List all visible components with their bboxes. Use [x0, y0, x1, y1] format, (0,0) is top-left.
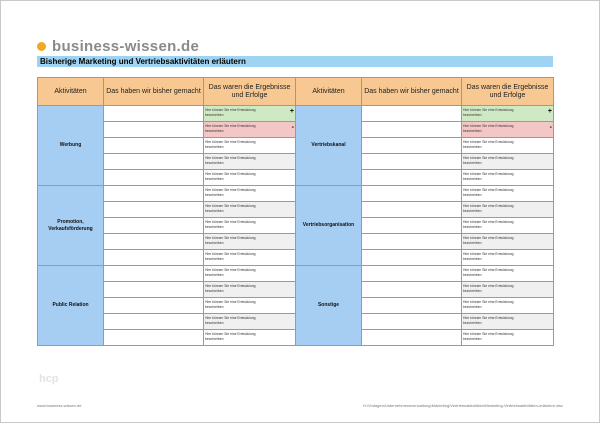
result-cell[interactable] — [462, 202, 554, 218]
result-cell[interactable] — [462, 250, 554, 266]
result-placeholder: Hier können Sie eine Entwicklung beschreiben — [205, 332, 256, 341]
result-cell[interactable] — [204, 298, 296, 314]
title-bar — [37, 56, 553, 67]
result-placeholder: Hier können Sie eine Entwicklung beschreiben — [205, 124, 256, 133]
header-activities: Aktivitäten — [296, 78, 362, 106]
activity-category: Promotion, Verkaufsförderung — [38, 186, 104, 266]
result-cell[interactable] — [462, 282, 554, 298]
result-cell[interactable] — [204, 314, 296, 330]
footer-left: www.business-wissen.de — [37, 403, 82, 408]
result-cell[interactable] — [462, 234, 554, 250]
done-cell[interactable] — [104, 170, 204, 186]
activity-category: Werbung — [38, 106, 104, 186]
result-cell[interactable] — [204, 330, 296, 346]
result-placeholder: Hier können Sie eine Entwicklung beschreiben — [205, 316, 256, 325]
brand-name: business-wissen.de — [52, 38, 200, 55]
header-done: Das haben wir bisher gemacht — [104, 78, 204, 106]
result-cell[interactable] — [204, 250, 296, 266]
table-row — [38, 106, 296, 122]
done-cell[interactable] — [362, 154, 462, 170]
result-cell[interactable] — [462, 154, 554, 170]
done-cell[interactable] — [362, 122, 462, 138]
result-placeholder: Hier können Sie eine Entwicklung beschreiben — [463, 172, 514, 181]
done-cell[interactable] — [362, 170, 462, 186]
done-cell[interactable] — [362, 314, 462, 330]
result-placeholder: Hier können Sie eine Entwicklung beschreiben — [205, 268, 256, 277]
result-placeholder: Hier können Sie eine Entwicklung beschreiben — [205, 300, 256, 309]
done-cell[interactable] — [362, 250, 462, 266]
table-row — [296, 106, 554, 122]
result-placeholder: Hier können Sie eine Entwicklung beschreiben — [463, 316, 514, 325]
result-cell[interactable] — [204, 154, 296, 170]
result-cell[interactable] — [462, 170, 554, 186]
result-cell[interactable] — [462, 266, 554, 282]
result-cell[interactable] — [462, 186, 554, 202]
result-placeholder: Hier können Sie eine Entwicklung beschreiben — [205, 172, 256, 181]
result-cell[interactable] — [204, 122, 296, 138]
result-placeholder: Hier können Sie eine Entwicklung beschreiben — [205, 252, 256, 261]
result-placeholder: Hier können Sie eine Entwicklung beschreiben — [463, 300, 514, 309]
result-cell[interactable] — [204, 282, 296, 298]
result-cell[interactable] — [462, 314, 554, 330]
result-cell[interactable] — [204, 234, 296, 250]
minus-sign: - — [549, 124, 552, 131]
result-cell[interactable] — [462, 106, 554, 122]
result-placeholder: Hier können Sie eine Entwicklung beschreiben — [463, 156, 514, 165]
plus-sign: + — [547, 108, 552, 115]
result-placeholder: Hier können Sie eine Entwicklung beschreiben — [463, 140, 514, 149]
header-results: Das waren die Ergebnisse und Erfolge — [462, 78, 554, 106]
watermark: hcp — [39, 373, 59, 385]
brand-logo — [37, 38, 199, 55]
footer-right: H:\Vorlagen\Unternehmensverwaltung\Marketing\Vertriebsaktivitäten\Marketing-Vertriebsaktivitäten-erläutern.xlsx — [362, 403, 563, 408]
result-placeholder: Hier können Sie eine Entwicklung beschreiben — [205, 108, 256, 117]
right-activity-table — [295, 77, 554, 346]
activity-category: Vertriebskanal — [296, 106, 362, 186]
result-cell[interactable] — [462, 330, 554, 346]
done-cell[interactable] — [362, 138, 462, 154]
page-title: Bisherige Marketing und Vertriebsaktivitäten erläutern — [40, 57, 246, 66]
result-cell[interactable] — [204, 266, 296, 282]
result-cell[interactable] — [204, 202, 296, 218]
result-placeholder: Hier können Sie eine Entwicklung beschreiben — [463, 108, 514, 117]
done-cell[interactable] — [104, 314, 204, 330]
result-placeholder: Hier können Sie eine Entwicklung beschreiben — [205, 284, 256, 293]
result-placeholder: Hier können Sie eine Entwicklung beschreiben — [463, 220, 514, 229]
table-row — [296, 186, 554, 202]
plus-sign: + — [289, 108, 294, 115]
done-cell[interactable] — [104, 298, 204, 314]
done-cell[interactable] — [362, 202, 462, 218]
activity-category: Sonstige — [296, 266, 362, 346]
result-cell[interactable] — [204, 218, 296, 234]
table-row — [38, 186, 296, 202]
done-cell[interactable] — [362, 186, 462, 202]
done-cell[interactable] — [104, 186, 204, 202]
result-placeholder: Hier können Sie eine Entwicklung beschreiben — [463, 284, 514, 293]
header-done: Das haben wir bisher gemacht — [362, 78, 462, 106]
result-placeholder: Hier können Sie eine Entwicklung beschreiben — [205, 188, 256, 197]
done-cell[interactable] — [362, 282, 462, 298]
done-cell[interactable] — [362, 106, 462, 122]
activity-category: Public Relation — [38, 266, 104, 346]
left-activity-table — [37, 77, 296, 346]
done-cell[interactable] — [362, 266, 462, 282]
done-cell[interactable] — [362, 298, 462, 314]
done-cell[interactable] — [104, 138, 204, 154]
result-placeholder: Hier können Sie eine Entwicklung beschreiben — [463, 124, 514, 133]
done-cell[interactable] — [104, 122, 204, 138]
result-cell[interactable] — [204, 186, 296, 202]
done-cell[interactable] — [104, 106, 204, 122]
result-cell[interactable] — [462, 218, 554, 234]
done-cell[interactable] — [104, 234, 204, 250]
result-placeholder: Hier können Sie eine Entwicklung beschreiben — [463, 188, 514, 197]
result-placeholder: Hier können Sie eine Entwicklung beschreiben — [463, 204, 514, 213]
result-placeholder: Hier können Sie eine Entwicklung beschreiben — [463, 268, 514, 277]
done-cell[interactable] — [104, 218, 204, 234]
result-placeholder: Hier können Sie eine Entwicklung beschreiben — [463, 332, 514, 341]
minus-sign: - — [291, 124, 294, 131]
done-cell[interactable] — [104, 202, 204, 218]
result-placeholder: Hier können Sie eine Entwicklung beschreiben — [205, 220, 256, 229]
result-placeholder: Hier können Sie eine Entwicklung beschreiben — [205, 236, 256, 245]
done-cell[interactable] — [362, 218, 462, 234]
result-placeholder: Hier können Sie eine Entwicklung beschreiben — [205, 156, 256, 165]
activity-category: Vertriebsorganisation — [296, 186, 362, 266]
table-row — [296, 266, 554, 282]
brand-dot-icon — [37, 42, 46, 51]
result-placeholder: Hier können Sie eine Entwicklung beschreiben — [463, 252, 514, 261]
result-placeholder: Hier können Sie eine Entwicklung beschreiben — [463, 236, 514, 245]
done-cell[interactable] — [104, 330, 204, 346]
header-activities: Aktivitäten — [38, 78, 104, 106]
result-cell[interactable] — [204, 106, 296, 122]
result-placeholder: Hier können Sie eine Entwicklung beschreiben — [205, 140, 256, 149]
done-cell[interactable] — [104, 282, 204, 298]
table-row — [38, 266, 296, 282]
result-cell[interactable] — [462, 122, 554, 138]
header-results: Das waren die Ergebnisse und Erfolge — [204, 78, 296, 106]
result-cell[interactable] — [204, 138, 296, 154]
done-cell[interactable] — [362, 330, 462, 346]
done-cell[interactable] — [104, 154, 204, 170]
result-cell[interactable] — [204, 170, 296, 186]
done-cell[interactable] — [104, 250, 204, 266]
done-cell[interactable] — [362, 234, 462, 250]
result-cell[interactable] — [462, 298, 554, 314]
result-placeholder: Hier können Sie eine Entwicklung beschreiben — [205, 204, 256, 213]
result-cell[interactable] — [462, 138, 554, 154]
done-cell[interactable] — [104, 266, 204, 282]
